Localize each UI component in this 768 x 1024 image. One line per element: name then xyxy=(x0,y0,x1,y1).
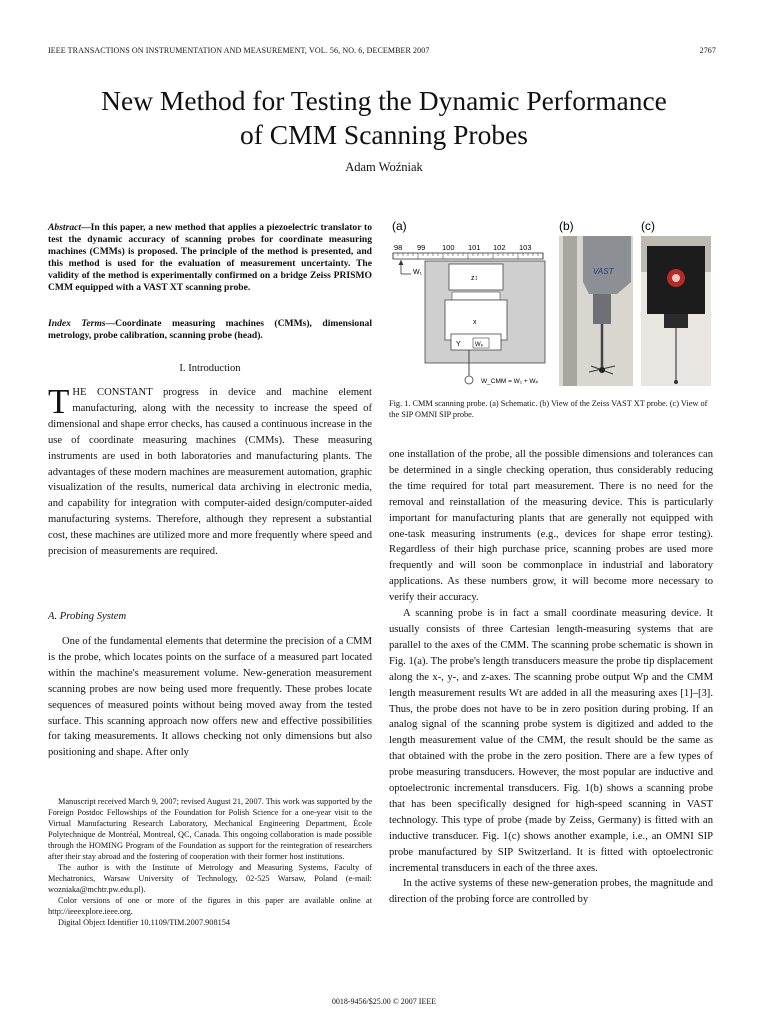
abstract-text: —In this paper, a new method that applies a piezoelectric translator to test the dynamic accuracy of scanning probes for coordinate measuring machines (CMMs) is proposed. The principle of the method is presented, and this method is used for the evaluation of measurement uncertainty. The validity of the method is experimentally confirmed on a bridge Zeiss PRISMO CMM equipped with a VAST XT scanning probe. xyxy=(48,222,372,294)
footnote-author: The author is with the Institute of Metrology and Measuring Systems, Faculty of Mechatronics, Warsaw University of Technology, 02-525 Warsaw, Poland (e-mail: wozniaka@mchtr.pw.edu.pl). xyxy=(48,863,372,894)
index-terms-label: Index Terms xyxy=(48,318,106,329)
svg-text:x: x xyxy=(473,319,477,326)
drop-cap: T xyxy=(48,382,70,421)
running-header xyxy=(48,46,716,55)
wp-label: Wₚ xyxy=(475,342,484,348)
right-column-text xyxy=(389,447,713,908)
author-name: Adam Woźniak xyxy=(345,160,423,174)
panel-c-label: (c) xyxy=(641,219,655,233)
paragraph: In the active systems of these new-generation probes, the magnitude and direction of the probing force are controlled by xyxy=(389,878,713,906)
scale-label: 101 xyxy=(468,243,481,252)
svg-text:Y: Y xyxy=(456,341,461,348)
scale-label: 103 xyxy=(519,243,532,252)
svg-text:z↕: z↕ xyxy=(471,275,478,282)
page-number: 2767 xyxy=(699,46,716,55)
figure-1-graphic xyxy=(389,212,713,390)
scale-label: 102 xyxy=(493,243,506,252)
figure-caption: Fig. 1. CMM scanning probe. (a) Schematic. (b) View of the Zeiss VAST XT probe. (c) View of the SIP OMNI SIP probe. xyxy=(389,399,708,419)
scale-label: 100 xyxy=(442,243,455,252)
footnote xyxy=(48,796,372,928)
schematic xyxy=(393,243,545,385)
scale-label: 98 xyxy=(394,243,403,252)
abstract xyxy=(48,222,372,295)
footnote-doi: Digital Object Identifier 10.1109/TIM.2007.908154 xyxy=(58,918,231,927)
subsection-heading: A. Probing System xyxy=(48,611,127,622)
footnote-manuscript: Manuscript received March 9, 2007; revised August 21, 2007. This work was supported by the Foreign Postdoc Fellowships of the Foundation for Polish Science for a one-year visit to the Virtual Manufacturing Research Laboratory, Mechanical Engineering Department, École Polytechnique de Montréal, Montreal, QC, Canada. This ongoing collaboration is made possible through the HOMING Program of the Foundation as support for the reintegration of researchers after their stay abroad and the fostering of cooperation with their former host institutions. xyxy=(48,797,372,861)
panel-b-label: (b) xyxy=(559,219,574,233)
probing-system-text: One of the fundamental elements that determine the precision of a CMM is the probe, which locates points on the surface of a measured part located within the machine's measurement volume. New-generation measurement scanning probes are now being used more frequently. These probes locate sequences of measured points without being moved away from the tested surface. This scanning approach now offers new and effective possibilities for taking measurements. It allows checking not only dimensions but also positioning and shape. After only xyxy=(48,636,372,759)
wcmm-label: W_CMM = W₁ + Wₚ xyxy=(481,378,539,385)
w1-label: W₁ xyxy=(413,269,422,276)
journal-name: IEEE TRANSACTIONS ON INSTRUMENTATION AND MEASUREMENT, VOL. 56, NO. 6, DECEMBER 2007 xyxy=(48,46,430,55)
paper-title xyxy=(0,84,768,152)
vast-probe-photo xyxy=(559,236,633,386)
paragraph: A scanning probe is in fact a small coordinate measuring device. It usually consists of three Cartesian length-measuring systems that are parallel to the axes of the CMM. The scanning probe schematic is shown in Fig. 1(a). The probe's length transducers measure the probe tip displacement along the x-, y-, and z-axes. The scanning probe output Wp and the CMM length measurement results Wt are added in all the measuring axes [1]–[3]. Thus, the probe does not have to be in zero position during probing. If an analog signal of the scanning probe system is digitized and added to the length measurement value of the CMM, the result should be the same as that obtained with the probe in the zero position. There are a few types of probe measuring transducers. However, the most popular are inductive and optoelectronic incremental transducers. Fig. 1(b) shows a scanning probe that has been specifically designed for high-speed scanning in VAST technology. This type of probe (made by Zeiss, Germany) is fitted with an inductive transducer. Fig. 1(c) shows another example, i.e., an OMNI SIP probe manufactured by SIP Switzerland. It is fitted with optoelectronic incremental transducers in each of the three axes. xyxy=(389,608,713,874)
stylus-tip xyxy=(465,376,473,384)
title-line-1: New Method for Testing the Dynamic Performance xyxy=(101,85,667,116)
index-terms-text: —Coordinate measuring machines (CMMs), dimensional metrology, probe calibration, scanning probe (head). xyxy=(48,318,372,342)
copyright-footer: 0018-9456/$25.00 © 2007 IEEE xyxy=(331,997,437,1006)
figure-1 xyxy=(389,212,713,390)
omni-probe-photo xyxy=(641,236,711,386)
title-line-2: of CMM Scanning Probes xyxy=(240,119,528,150)
vast-logo-text: VAST xyxy=(593,267,614,276)
probing-system-paragraph xyxy=(48,634,372,761)
introduction-paragraph xyxy=(48,382,372,560)
paragraph: one installation of the probe, all the possible dimensions and tolerances can be determined in a single checking operation, thus considerably reducing the time required for total part measurement. There is no need for the removal and reinstallation of the measuring device. This is particularly important for manufacturing plants that are generally not equipped with one-task measuring instruments (e.g., devices for shape error testing). Regardless of their high purchase price, scanning probes are used more frequently and will soon be commonplace in industrial and laboratory applications. As these numbers grow, it will become more necessary to verify their accuracy. xyxy=(389,449,713,604)
introduction-text: HE CONSTANT progress in device and machine element manufacturing, along with the necessity to increase the speed of dimensional and shape error checks, has caused a continuous increase in the use of coordinate measuring machines (CMMs). These measuring instruments are used in both laboratories and manufacturing plants. The advantages of these modern machines are measurement automation, graphic visualization of the results, numerical data archiving in electronic media, and capability for integration with computer-aided design/computer-aided manufacturing systems. Therefore, although they represent a substantial cost, these machines are utilized more and more frequently where speed and precision of measurements are required. xyxy=(48,387,372,558)
abstract-label: Abstract xyxy=(48,222,82,233)
panel-a-label: (a) xyxy=(392,219,407,233)
scale-label: 99 xyxy=(417,243,426,252)
index-terms xyxy=(48,318,372,342)
footnote-color: Color versions of one or more of the figures in this paper are available online at http://ieeexplore.ieee.org. xyxy=(48,896,372,916)
section-heading: I. Introduction xyxy=(179,363,241,374)
